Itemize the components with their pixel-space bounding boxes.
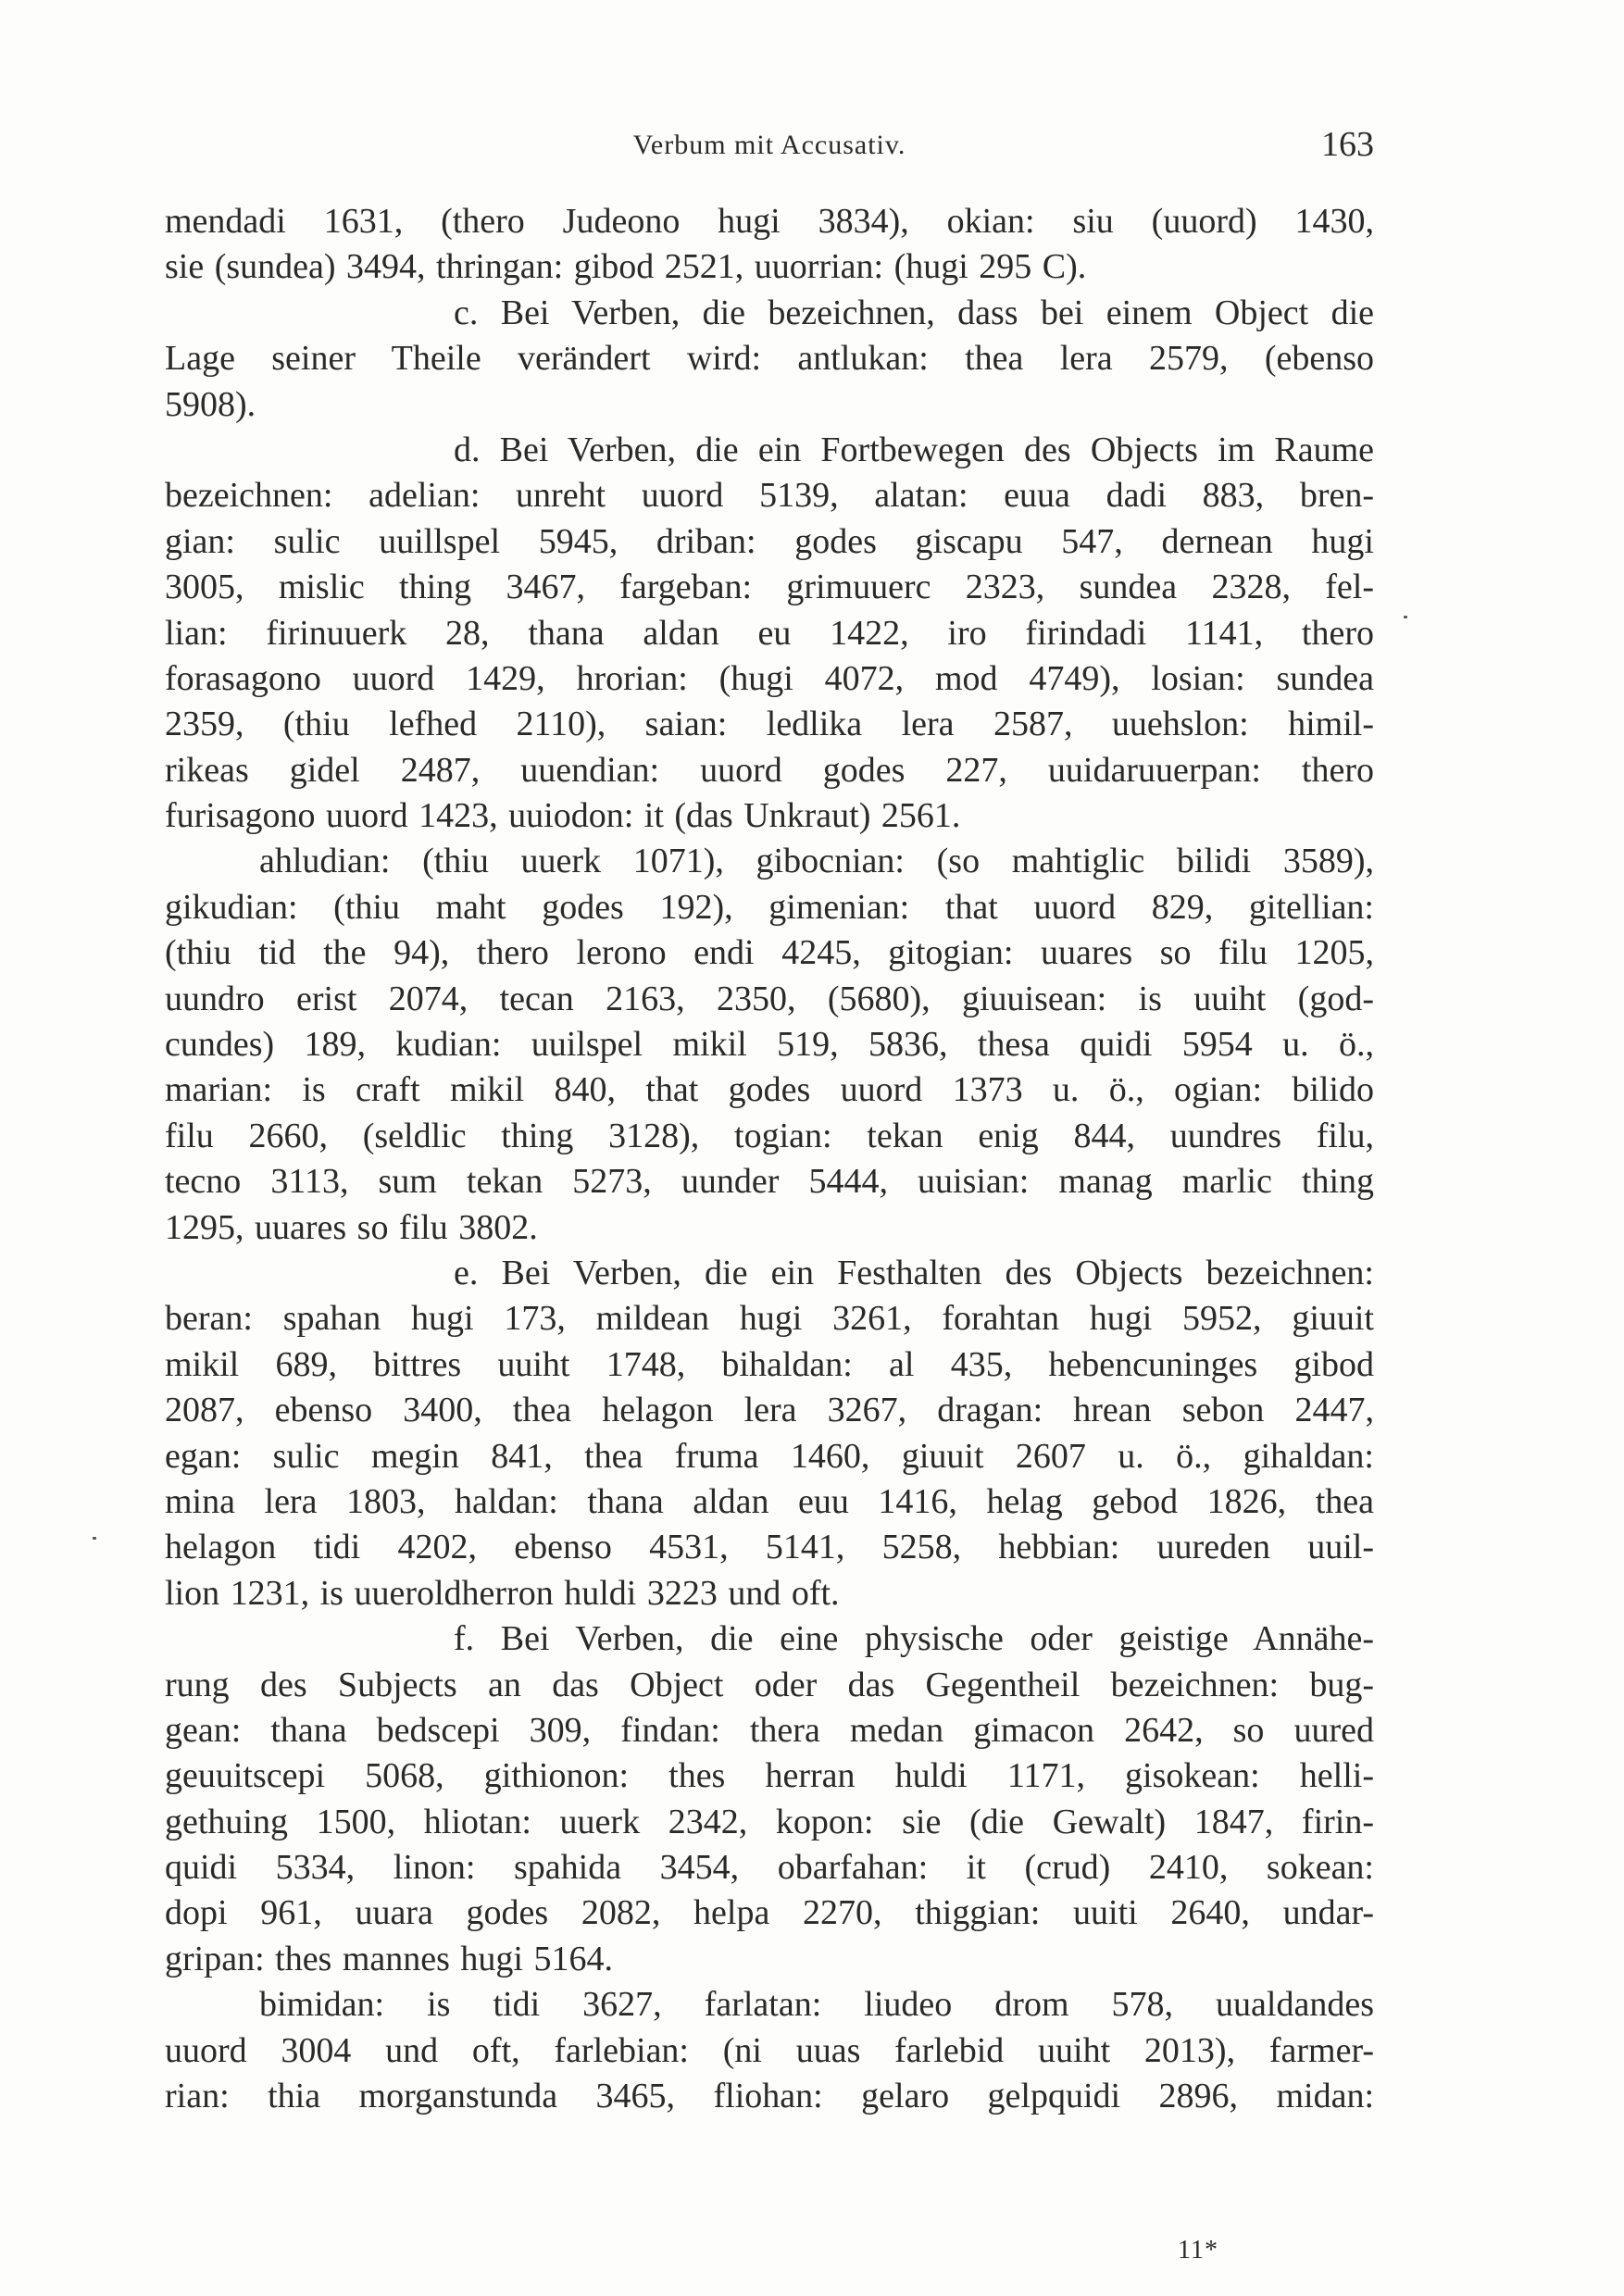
margin-speck — [93, 1537, 96, 1540]
text-line: bimidan: is tidi 3627, farlatan: liudeo drom 578, uualdandes — [259, 1985, 1374, 2025]
running-header — [165, 125, 1374, 165]
text-line: egan: sulic megin 841, thea fruma 1460, giuuit 2607 u. ö., gihaldan: — [165, 1436, 1374, 1476]
text-line: lion 1231, is uueroldherron huldi 3223 und oft. — [165, 1573, 840, 1613]
text-line: rung des Subjects an das Object oder das Gegentheil bezeichnen: bug- — [165, 1665, 1374, 1704]
text-line: geuuitscepi 5068, githionon: thes herran huldi 1171, gisokean: helli- — [165, 1756, 1374, 1796]
text-line: 2087, ebenso 3400, thea helagon lera 3267, dragan: hrean sebon 2447, — [165, 1391, 1374, 1430]
text-line: forasagono uuord 1429, hrorian: (hugi 4072, mod 4749), losian: sundea — [165, 658, 1374, 698]
text-line: marian: is craft mikil 840, that godes uuord 1373 u. ö., ogian: bilido — [165, 1070, 1374, 1110]
body-text — [165, 199, 1374, 2119]
text-line: 3005, mislic thing 3467, fargeban: grimuuerc 2323, sundea 2328, fel- — [165, 568, 1374, 607]
text-line: (thiu tid the 94), thero lerono endi 4245, gitogian: uuares so filu 1205, — [165, 933, 1374, 973]
text-line: gripan: thes mannes hugi 5164. — [165, 1939, 613, 1978]
text-line: f. Bei Verben, die eine physische oder geistige Annähe- — [454, 1619, 1374, 1659]
text-line: gian: sulic uuillspel 5945, driban: godes giscapu 547, dernean hugi — [165, 521, 1374, 561]
text-line: e. Bei Verben, die ein Festhalten des Objects bezeichnen: — [454, 1253, 1374, 1292]
text-line: helagon tidi 4202, ebenso 4531, 5141, 5258, hebbian: uureden uuil- — [165, 1528, 1374, 1567]
text-line: mikil 689, bittres uuiht 1748, bihaldan: al 435, hebencuninges gibod — [165, 1344, 1374, 1384]
text-line: mendadi 1631, (thero Judeono hugi 3834), okian: siu (uuord) 1430, — [165, 202, 1374, 241]
text-line: c. Bei Verben, die bezeichnen, dass bei einem Object die — [454, 293, 1374, 332]
margin-speck — [1404, 616, 1407, 618]
text-line: dopi 961, uuara godes 2082, helpa 2270, thiggian: uuiti 2640, undar- — [165, 1893, 1374, 1933]
text-line: sie (sundea) 3494, thringan: gibod 2521, uuorrian: (hugi 295 C). — [165, 247, 1087, 287]
text-line: tecno 3113, sum tekan 5273, uunder 5444, uuisian: manag marlic thing — [165, 1162, 1374, 1202]
text-line: 5908). — [165, 384, 256, 424]
text-line: rian: thia morganstunda 3465, fliohan: gelaro gelpquidi 2896, midan: — [165, 2077, 1374, 2116]
running-title: Verbum mit Accusativ. — [632, 130, 906, 160]
text-line: d. Bei Verben, die ein Fortbewegen des Objects im Raume — [454, 430, 1374, 469]
text-line: ahludian: (thiu uuerk 1071), gibocnian: (so mahtiglic bilidi 3589), — [259, 842, 1374, 881]
text-line: filu 2660, (seldlic thing 3128), togian: tekan enig 844, uundres filu, — [165, 1116, 1374, 1155]
text-line: cundes) 189, kudian: uuilspel mikil 519, 5836, thesa quidi 5954 u. ö., — [165, 1025, 1374, 1065]
text-line: 2359, (thiu lefhed 2110), saian: ledlika lera 2587, uuehslon: himil- — [165, 705, 1374, 744]
signature-mark: 11* — [1178, 2236, 1218, 2265]
text-line: gean: thana bedscepi 309, findan: thera medan gimacon 2642, so uured — [165, 1710, 1374, 1750]
text-line: gikudian: (thiu maht godes 192), gimenian: that uuord 829, gitellian: — [165, 887, 1374, 927]
text-line: quidi 5334, linon: spahida 3454, obarfahan: it (crud) 2410, sokean: — [165, 1848, 1374, 1888]
text-line: bezeichnen: adelian: unreht uuord 5139, alatan: euua dadi 883, bren- — [165, 476, 1374, 516]
page-number: 163 — [1321, 125, 1374, 164]
text-line: uundro erist 2074, tecan 2163, 2350, (5680), giuuisean: is uuiht (god- — [165, 979, 1374, 1018]
text-line: uuord 3004 und oft, farlebian: (ni uuas farlebid uuiht 2013), farmer- — [165, 2030, 1374, 2070]
text-line: 1295, uuares so filu 3802. — [165, 1207, 538, 1247]
text-line: furisagono uuord 1423, uuiodon: it (das Unkraut) 2561. — [165, 796, 961, 836]
text-line: Lage seiner Theile verändert wird: antlukan: thea lera 2579, (ebenso — [165, 339, 1374, 379]
text-line: lian: firinuuerk 28, thana aldan eu 1422, iro firindadi 1141, thero — [165, 613, 1374, 653]
text-line: gethuing 1500, hliotan: uuerk 2342, kopon: sie (die Gewalt) 1847, firin- — [165, 1802, 1374, 1841]
text-line: mina lera 1803, haldan: thana aldan euu 1416, helag gebod 1826, thea — [165, 1481, 1374, 1521]
text-line: rikeas gidel 2487, uuendian: uuord godes 227, uuidaruuerpan: thero — [165, 750, 1374, 790]
text-line: beran: spahan hugi 173, mildean hugi 3261, forahtan hugi 5952, giuuit — [165, 1299, 1374, 1339]
